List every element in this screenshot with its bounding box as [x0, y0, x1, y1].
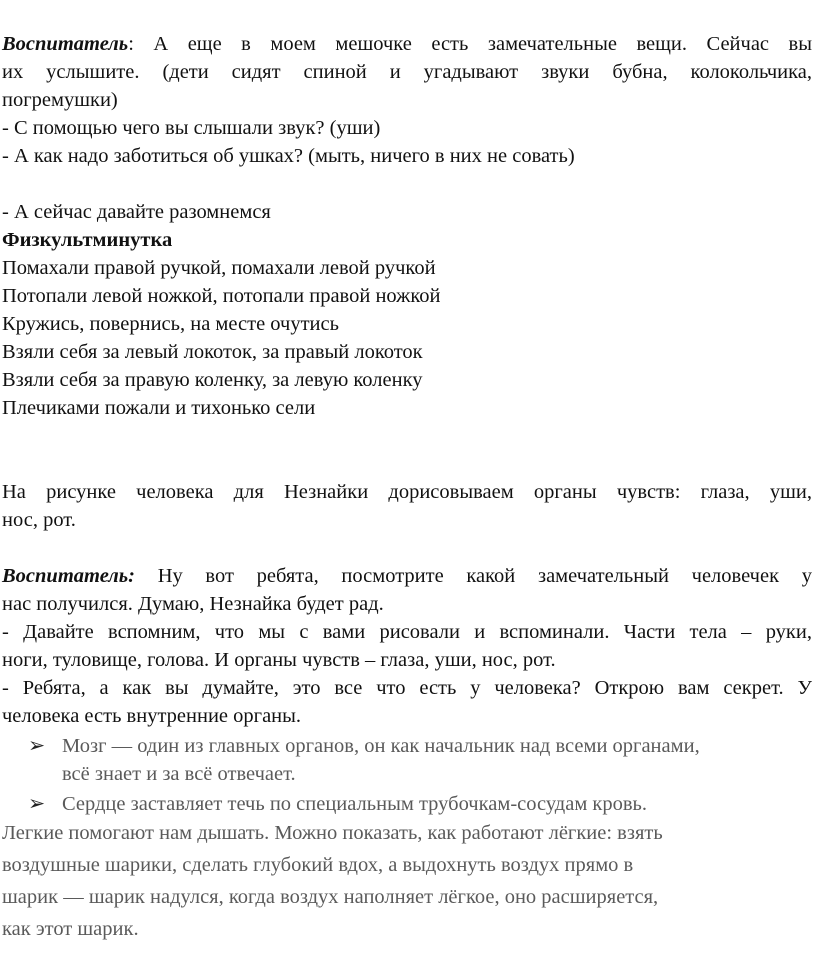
question-line: - С помощью чего вы слышали звук? (уши)	[2, 117, 381, 139]
bullet-text: Сердце заставляет течь по специальным трубочкам-сосудам кровь.	[62, 793, 648, 815]
bullet-item-brain	[28, 732, 812, 760]
paragraph-line	[2, 30, 812, 58]
warmup-line: Кружись, повернись, на месте очутись	[2, 313, 339, 335]
warmup-title: Физкультминутка	[2, 229, 173, 251]
speaker-label: Воспитатель	[2, 33, 129, 55]
speaker-label: Воспитатель:	[2, 565, 135, 587]
lungs-line: как этот шарик.	[2, 918, 139, 940]
drawing-line: нос, рот.	[2, 509, 76, 531]
paragraph-line: нас получился. Думаю, Незнайка будет рад.	[2, 593, 384, 615]
warmup-line: Плечиками пожали и тихонько сели	[2, 397, 316, 419]
warmup-intro: - А сейчас давайте разомнемся	[2, 201, 271, 223]
lungs-line: Легкие помогают нам дышать. Можно показать, как работают лёгкие: взять	[2, 822, 663, 844]
paragraph-line: погремушки)	[2, 89, 118, 111]
paragraph-line: - Ребята, а как вы думайте, это все что есть у человека? Открою вам секрет. У	[2, 677, 812, 699]
paragraph-line: - Давайте вспомним, что мы с вами рисовали и вспоминали. Части тела – руки,	[2, 621, 812, 643]
paragraph-line	[2, 562, 812, 590]
arrow-bullet-icon: ➢	[28, 793, 46, 815]
bullet-item-heart	[28, 790, 812, 818]
bullet-text: Мозг — один из главных органов, он как начальник над всеми органами,	[62, 735, 700, 757]
text-span: Ну вот ребята, посмотрите какой замечательный человечек у	[135, 565, 812, 587]
warmup-line: Взяли себя за левый локоток, за правый локоток	[2, 341, 423, 363]
question-line: - А как надо заботиться об ушках? (мыть, ничего в них не совать)	[2, 145, 575, 167]
paragraph-line: их услышите. (дети сидят спиной и угадывают звуки бубна, колокольчика,	[2, 61, 812, 83]
text-span: : А еще в моем мешочке есть замечательные вещи. Сейчас вы	[128, 33, 812, 55]
warmup-line: Помахали правой ручкой, помахали левой ручкой	[2, 257, 436, 279]
bullet-continuation: всё знает и за всё отвечает.	[62, 763, 296, 785]
warmup-line: Взяли себя за правую коленку, за левую коленку	[2, 369, 423, 391]
warmup-line: Потопали левой ножкой, потопали правой ножкой	[2, 285, 441, 307]
lungs-line: воздушные шарики, сделать глубокий вдох, а выдохнуть воздух прямо в	[2, 854, 634, 876]
arrow-bullet-icon: ➢	[28, 735, 46, 757]
paragraph-line: человека есть внутренние органы.	[2, 705, 302, 727]
lungs-line: шарик — шарик надулся, когда воздух наполняет лёгкое, оно расширяется,	[2, 886, 659, 908]
drawing-line: На рисунке человека для Незнайки дорисовываем органы чувств: глаза, уши,	[2, 481, 812, 503]
paragraph-line: ноги, туловище, голова. И органы чувств – глаза, уши, нос, рот.	[2, 649, 556, 671]
